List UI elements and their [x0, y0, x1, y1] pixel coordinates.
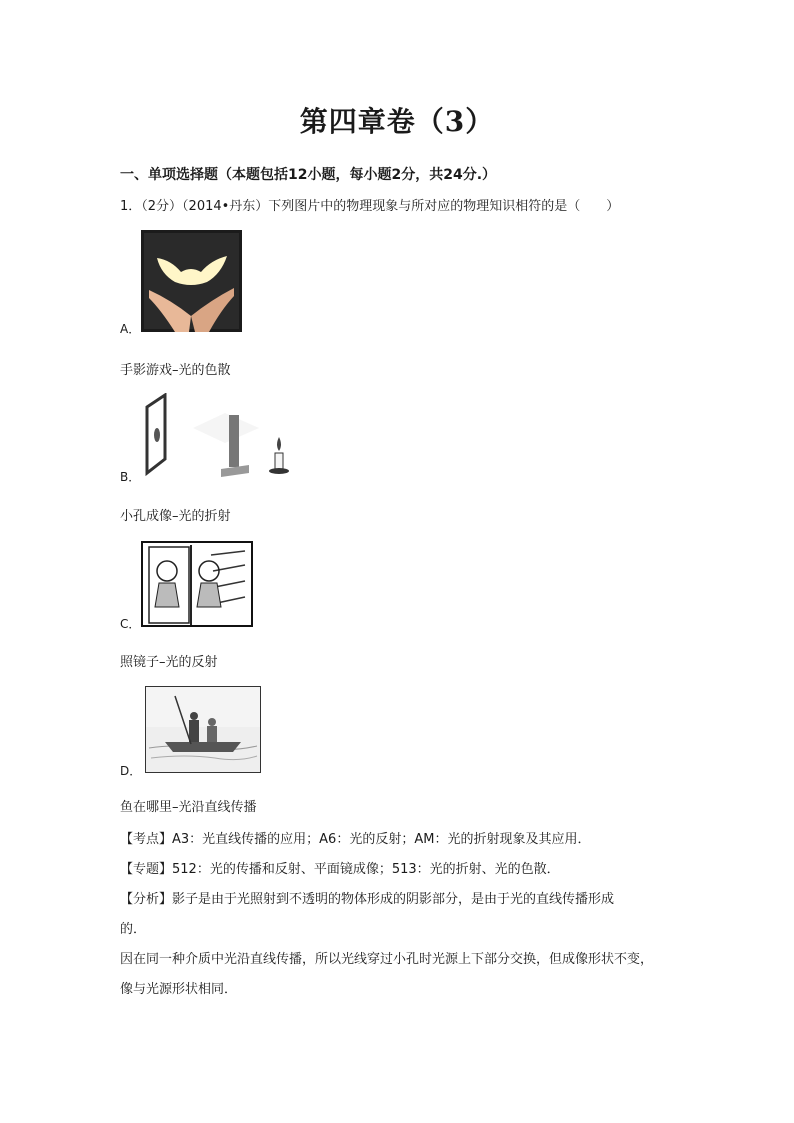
page-title: 第四章卷（3） [299, 105, 495, 138]
option-c-letter: C． [120, 617, 141, 631]
question-text: 1．（2分）（2014•丹东）下列图片中的物理现象与所对应的物理知识相符的是（ ） [120, 199, 620, 214]
option-a-caption: 手影游戏–光的色散 [120, 363, 231, 378]
option-d-caption: 鱼在哪里–光沿直线传播 [120, 800, 257, 815]
fenxi-line-3: 因在同一种介质中光沿直线传播，所以光线穿过小孔时光源上下部分交换，但成像形状不变， [120, 952, 654, 967]
option-d-letter: D． [120, 764, 142, 778]
option-b-caption: 小孔成像–光的折射 [120, 509, 231, 524]
zhuanti-line: 【专题】512：光的传播和反射、平面镜成像；513：光的折射、光的色散． [120, 862, 560, 877]
pinhole-image [141, 393, 301, 478]
fenxi-line-1: 【分析】影子是由于光照射到不透明的物体形成的阴影部分，是由于光的直线传播形成 [120, 892, 615, 907]
option-b-letter: B． [120, 470, 141, 484]
mirror-girls-image [141, 541, 253, 627]
analysis-block [120, 825, 680, 1005]
fenxi-line-2: 的． [120, 922, 147, 937]
fishing-boat-image [145, 686, 261, 773]
option-a-letter: A． [120, 322, 141, 336]
kaodian-line: 【考点】A3：光直线传播的应用；A6：光的反射；AM：光的折射现象及其应用． [120, 832, 591, 847]
section-heading: 一、单项选择题（本题包括12小题，每小题2分，共24分.） [120, 167, 497, 183]
option-c-caption: 照镜子–光的反射 [120, 655, 218, 670]
hand-shadow-image [141, 230, 242, 332]
fenxi-line-4: 像与光源形状相同． [120, 982, 238, 997]
